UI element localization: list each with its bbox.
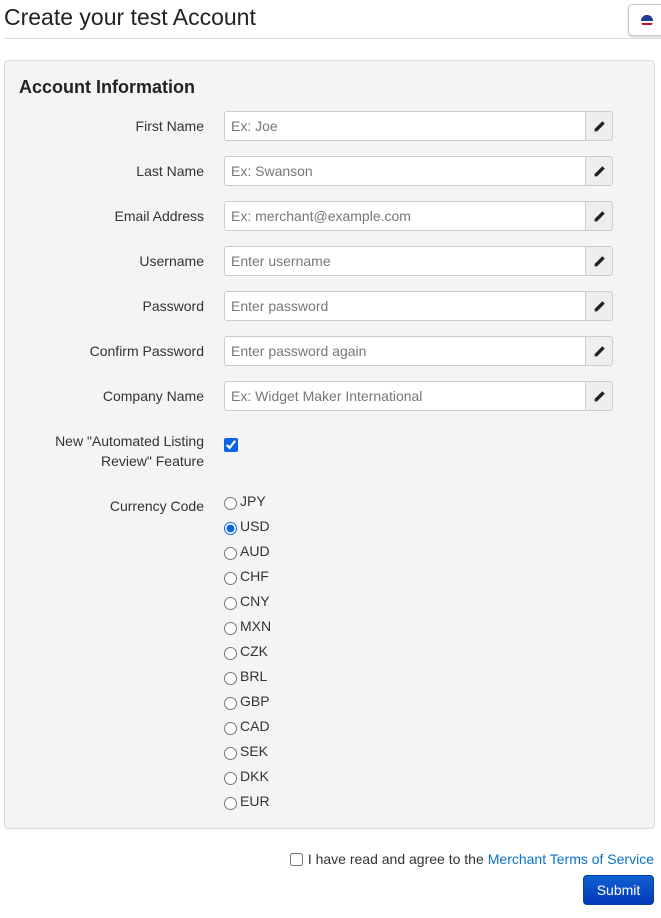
field-row <box>5 201 654 231</box>
text-input[interactable] <box>224 291 586 321</box>
text-input[interactable] <box>224 156 586 186</box>
pencil-icon[interactable] <box>585 291 613 321</box>
input-placeholder: Enter password again <box>231 343 367 359</box>
field-label: Username <box>139 253 204 269</box>
currency-radio[interactable] <box>224 597 237 610</box>
currency-option[interactable] <box>224 718 271 743</box>
field-label: Email Address <box>114 208 204 224</box>
input-placeholder: Enter username <box>231 253 331 269</box>
page-title: Create your test Account <box>4 4 256 30</box>
currency-radio[interactable] <box>224 522 237 535</box>
currency-option[interactable] <box>224 693 271 718</box>
currency-option-label: GBP <box>240 693 270 709</box>
field-row <box>5 246 654 276</box>
field-label: Password <box>142 298 204 314</box>
currency-radio[interactable] <box>224 672 237 685</box>
currency-radio[interactable] <box>224 647 237 660</box>
currency-radio[interactable] <box>224 747 237 760</box>
currency-option[interactable] <box>224 493 271 518</box>
field-row <box>5 111 654 141</box>
terms-text: I have read and agree to the <box>307 851 484 867</box>
field-row <box>5 291 654 321</box>
us-flag-icon <box>641 15 653 27</box>
currency-radio[interactable] <box>224 622 237 635</box>
currency-label: Currency Code <box>109 498 204 514</box>
divider <box>4 38 661 39</box>
currency-option-label: EUR <box>240 793 270 809</box>
currency-option[interactable] <box>224 593 271 618</box>
currency-radio[interactable] <box>224 797 237 810</box>
currency-radio[interactable] <box>224 547 237 560</box>
currency-option[interactable] <box>224 643 271 668</box>
currency-row <box>5 496 654 526</box>
currency-radio[interactable] <box>224 697 237 710</box>
currency-option-label: CAD <box>240 718 270 734</box>
feature-label: New "Automated Listing Review" Feature <box>55 433 204 469</box>
currency-option-label: CZK <box>240 643 268 659</box>
currency-radio-group <box>224 493 271 818</box>
currency-option[interactable] <box>224 668 271 693</box>
feature-row <box>5 431 654 476</box>
currency-option[interactable] <box>224 793 271 818</box>
currency-radio[interactable] <box>224 497 237 510</box>
currency-option[interactable] <box>224 618 271 643</box>
pencil-icon[interactable] <box>585 246 613 276</box>
text-input[interactable] <box>224 201 586 231</box>
field-label: Company Name <box>102 388 204 404</box>
input-placeholder: Ex: merchant@example.com <box>231 208 411 224</box>
text-input[interactable] <box>224 336 586 366</box>
pencil-icon[interactable] <box>585 381 613 411</box>
submit-button[interactable]: Submit <box>583 875 654 905</box>
pencil-icon[interactable] <box>585 201 613 231</box>
currency-option-label: MXN <box>240 618 272 634</box>
input-placeholder: Ex: Swanson <box>231 163 313 179</box>
currency-radio[interactable] <box>224 722 237 735</box>
currency-option[interactable] <box>224 518 271 543</box>
pencil-icon[interactable] <box>585 111 613 141</box>
terms-link[interactable]: Merchant Terms of Service <box>487 851 654 867</box>
text-input[interactable] <box>224 381 586 411</box>
field-row <box>5 336 654 366</box>
pencil-icon[interactable] <box>585 336 613 366</box>
currency-radio[interactable] <box>224 572 237 585</box>
field-row <box>5 156 654 186</box>
currency-option-label: DKK <box>240 768 269 784</box>
currency-option-label: BRL <box>240 668 268 684</box>
text-input[interactable] <box>224 111 586 141</box>
currency-radio[interactable] <box>224 772 237 785</box>
text-input[interactable] <box>224 246 586 276</box>
currency-option[interactable] <box>224 768 271 793</box>
currency-option[interactable] <box>224 568 271 593</box>
currency-option[interactable] <box>224 743 271 768</box>
terms-agreement <box>290 851 654 867</box>
field-label: Last Name <box>136 163 204 179</box>
input-placeholder: Ex: Joe <box>231 118 278 134</box>
input-placeholder: Ex: Widget Maker International <box>231 388 423 404</box>
field-row <box>5 381 654 411</box>
currency-option-label: JPY <box>240 493 266 509</box>
terms-checkbox[interactable] <box>290 853 303 866</box>
pencil-icon[interactable] <box>585 156 613 186</box>
currency-option-label: AUD <box>240 543 270 559</box>
currency-option-label: SEK <box>240 743 269 759</box>
field-label: First Name <box>135 118 204 134</box>
currency-option-label: CNY <box>240 593 270 609</box>
currency-option-label: CHF <box>240 568 269 584</box>
automated-listing-review-checkbox[interactable] <box>224 438 238 452</box>
language-selector[interactable] <box>628 4 661 36</box>
currency-option-label: USD <box>240 518 270 534</box>
input-placeholder: Enter password <box>231 298 329 314</box>
account-information-panel <box>4 60 655 829</box>
panel-heading: Account Information <box>19 77 195 97</box>
currency-option[interactable] <box>224 543 271 568</box>
field-label: Confirm Password <box>89 343 204 359</box>
